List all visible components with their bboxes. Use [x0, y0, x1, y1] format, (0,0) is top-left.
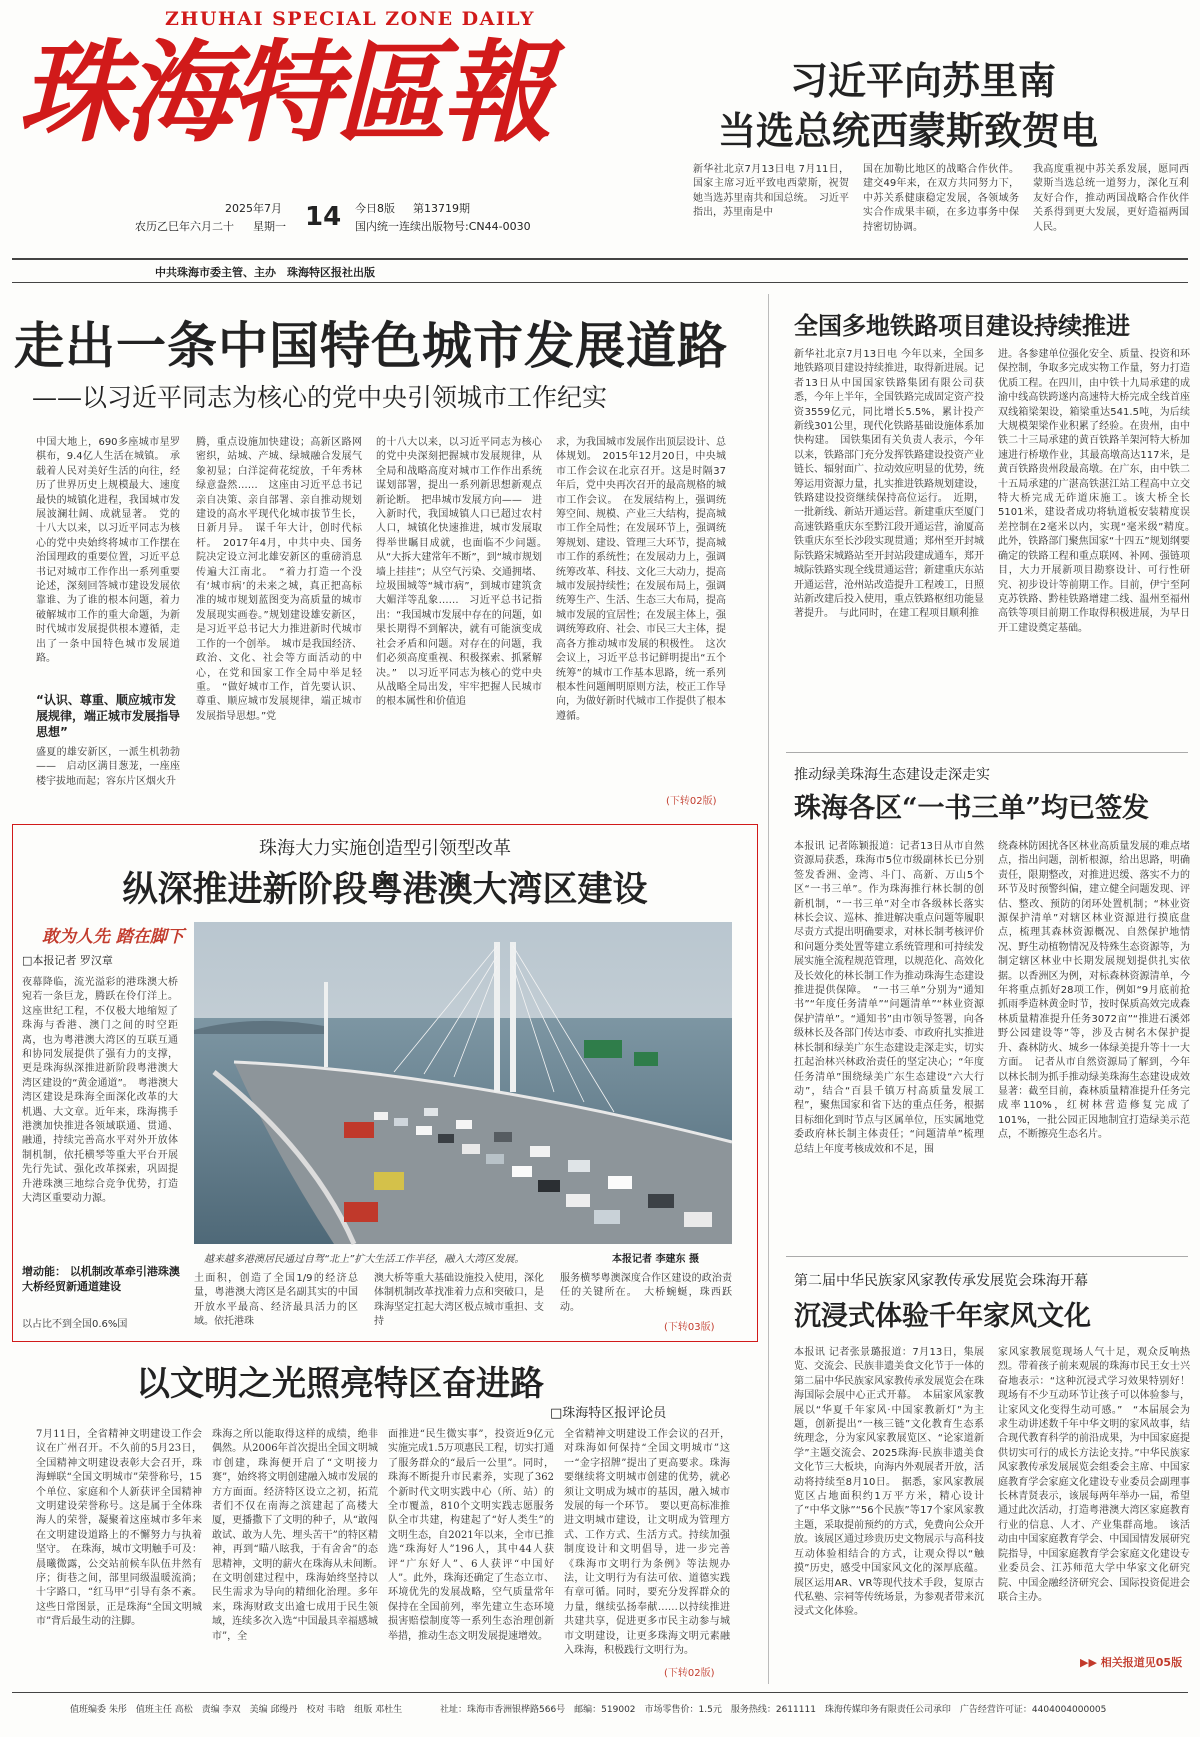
- gba-byline: □本报记者 罗汉章: [22, 954, 113, 967]
- gba-subhead-text: 以机制改革牵引港珠澳大桥经贸新通道建设: [22, 1265, 180, 1293]
- date-year-month: 2025年7月: [225, 202, 282, 215]
- rail-bottom-rule: [786, 752, 1188, 753]
- issue-pages: 今日8版: [355, 202, 395, 215]
- date-block: [135, 200, 535, 250]
- footer-address: 社址：珠海市香洲银桦路566号 邮编：519002 市场零售价：1.5元 服务热线：2611111 珠海传媒印务有限责任公司承印 广告经营许可证：4404004000005: [440, 1705, 1107, 1715]
- top-story-title-2[interactable]: 当选总统西蒙斯致贺电: [718, 108, 1099, 153]
- culture-related-text: 相关报道见05版: [1100, 1656, 1183, 1669]
- editorial-col3: 面推进“民生微实事”，投资近9亿元实施完成1.5万项惠民工程，切实打通了服务群众的“最后一公里”。同时，珠海不断提升市民素养，实现了362个新时代文明实践中心（所、站）的全市覆盖，810个文明实践志愿服务队全市共建，构建起了“好人类生”的文明生态，自2021年以来，全市已推选“珠海好人”196人，其中44人获评“广东好人”、6人获评“中国好人”。此外，珠海还确定了生态立市、环境优先的发展战略，空气质量常年保持在全国前列，率先建立生态环境损害赔偿制度等一系列生态治理创新举措，推动生态文明发展提速增效。: [388, 1429, 554, 1642]
- culture-col2: 家风家教展览现场人气十足，观众反响热烈。带着孩子前来观展的珠海市民王女士兴奋地表示：“这种沉浸式学习效果特别好！现场有不少互动环节让孩子可以体验参与，让家风文化变得生动可感。” “本届展会为求生动讲述数千年中华文明的家风故事，结合现代教育科学的前沿成果，为中国家庭提供切实可行的成长方法论支持。”中华民族家风家教传承发展展览会组委会主席、中国家庭教育学会家庭文化建设专业委员会副理事长林青贤表示，该展每两年举办一届，希望通过此次活动，打造粤港澳大湾区家庭教育行业的信息、人才、产业集群高地。 该活动由中国家庭教育学会、中国国情发展研究院指导，中国家庭教育学会家庭文化建设专业委员会、江苏师范大学中华家文化研究院、中国金融经济研究会、国际投资促进会联合主办。: [998, 1347, 1190, 1603]
- lead-subtitle: ——以习近平同志为核心的党中央引领城市工作纪实: [32, 383, 608, 412]
- lead-col3: 的十八大以来，以习近平同志为核心的党中央深刻把握城市发展规律，从全局和战略高度对城市工作作出系统谋划部署，提出一系列新思想新观点新论断。 把串城市发展方向—— 进入新时代，我国城镇人口已超过农村人口，城镇化快速推进，城市发展取得举世瞩目成就，也面临不少问题。 从“大拆大建常年不断”，到“城市规划墙上挂挂”；从空气污染、交通拥堵、垃圾围城等“城市病”，到城市建筑贪大媚洋等乱象…… 习近平总书记指出：“我国城市发展中存在的问题，如果长期得不到解决，就有可能演变成社会矛盾和问题。对存在的问题，我们必须高度重视、积极探索、抓紧解决。” 以习近平同志为核心的党中央从战略全局出发，牢牢把握人民城市的根本属性和价值追: [376, 437, 552, 708]
- footer-rule: [12, 1692, 1188, 1693]
- gba-title[interactable]: 纵深推进新阶段粤港澳大湾区建设: [122, 869, 648, 910]
- gba-kicker: 珠海大力实施创造型引领型改革: [259, 838, 511, 859]
- gba-photo: [194, 922, 732, 1244]
- culture-title[interactable]: 沉浸式体验千年家风文化: [794, 1301, 1091, 1332]
- rail-title[interactable]: 全国多地铁路项目建设持续推进: [794, 311, 1130, 340]
- date-weekday: 星期一: [253, 220, 286, 233]
- lead-col2: 腾，重点设施加快建设；高新区路网密织，站城、产城、绿城融合发展气象初显；白洋淀荷花绽放，千年秀林绿意盎然…… 这座由习近平总书记亲自决策、亲自部署、亲自推动规划建设的高水平现代化城市拔节生长，日新月异。 谋千年大计，创时代标杆。 2017年4月，中共中央、国务院决定设立河北雄安新区的重磅消息传遍大江南北。 “着力打造一个没有‘城市病’的未来之城，真正把高标准的城市规划蓝图变为高质量的城市发展现实画卷。”规划建设雄安新区，是习近平总书记大力推进新时代城市工作的一个创举。 城市是我国经济、政治、文化、社会等方面活动的中心，在党和国家工作全局中举足轻重。 “做好城市工作，首先要认识、尊重、顺应城市发展规律，端正城市发展指导思想。”党: [196, 437, 362, 722]
- bridge-traffic-photo: [194, 922, 732, 1244]
- ecology-col2: 绕森林防困扰各区林业高质量发展的难点堵点，指出问题，剖析根源，给出思路，明确责任，限期整改，对推进迟缓、落实不力的环节及时预警纠偏，建立健全问题发现、评估、整改、预防的闭环处置机制；“林业资源保护清单”对辖区林业资源进行摸底盘点，梳理其森林资源概况、自然保护地情况、野生动植物情况及特殊生态资源等，为制定辖区林业中长期发展规划提供扎实依据。以香洲区为例，对标森林资源清单，今年将重点抓好28项工作，例如“9月底前抢抓雨季造林黄金时节，按时保质高效完成森林质量精准提升任务3072亩”“推进石溪郊野公园建设等”等，涉及古树名木保护提升、森林防火、城乡一体绿美提升等十一大方面。 记者从市自然资源局了解到，今年以林长制为抓手推动绿美珠海生态建设成效显著：截至目前，森林质量精准提升任务完成率110%，红树林营造修复完成了101%，一批公园正因地制宜打造绿美示范点，不断擦亮生态名片。: [998, 841, 1190, 1141]
- editorial-byline: □珠海特区报评论员: [550, 1406, 667, 1421]
- gba-bottom-col1: 土面积，创造了全国1/9的经济总量，粤港澳大湾区是名副其实的中国开放水平最高、经济最具活力的区域。依托港珠: [194, 1273, 358, 1328]
- editorial-col4: 全省精神文明建设工作会议的召开，对珠海如何保持“全国文明城市”这一“金字招牌”提出了更高要求。珠海要继续将文明城市创建的优势，就必须让文明成为城市的基因，融入城市发展的每一个环节。 要以更高标准推进文明城市建设，让文明成为管理方式、工作方式、生活方式。持续加强制度设计和文明倡导，进一步完善《珠海市文明行为条例》等法规办法，让文明行为有法可依、道德实践有章可循。同时，要充分发挥群众的力量，继续弘扬奉献……以持续推进共建共享，促进更多市民主动参与城市文明建设，让更多珠海文明元素融入珠海，积极践行文明行为。: [564, 1429, 730, 1657]
- lead-continued: (下转02版): [666, 796, 717, 807]
- top-story-col3: 我高度重视中苏关系发展，愿同西蒙斯当选总统一道努力，深化互利友好合作，推动两国战略合作伙伴关系得到更大发展，更好造福两国人民。: [1033, 164, 1189, 233]
- masthead-english: ZHUHAI SPECIAL ZONE DAILY: [165, 8, 535, 30]
- rail-col1: 新华社北京7月13日电 今年以来，全国多地铁路项目建设持续推进，取得新进展。记者13日从中国国家铁路集团有限公司获悉，今年上半年，全国铁路完成固定资产投资3559亿元，同比增长5.5%，累计投产新线301公里，现代化铁路基础设施体系加快构建。 国铁集团有关负责人表示，今年以来，铁路部门充分发挥铁路建设投资产业链长、辐射面广、拉动效应明显的优势，统筹运用资源力量，扎实推进铁路规划建设，铁路建设投资继续保持高位运行。 近期，一批新线、新站开通运营。新建重庆至厦门高速铁路重庆东至黔江段开通运营，渝厦高铁重庆东至长沙段实现贯通；郑州至开封城际铁路宋城路站至开封站段建成通车，郑开城际铁路实现全线贯通运营；新建重庆东站开通运营，沧州站改造提升工程竣工，日照站新改建后投入使用，重点铁路枢纽功能显著提升。 与此同时，在建工程项目顺利推: [794, 349, 984, 620]
- top-story-title-1[interactable]: 习近平向苏里南: [790, 58, 1057, 103]
- gba-bottom-col2: 澳大桥等重大基础设施投入使用，深化体制机制改革找准着力点和突破口，是珠海坚定扛起大湾区极点城市重担、支持: [374, 1273, 544, 1328]
- gba-left-tail: 以占比不到全国0.6%国: [22, 1319, 128, 1330]
- lead-col4: 求，为我国城市发展作出顶层设计、总体规划。 2015年12月20日，中央城市工作会议在北京召开。这是时隔37年后，党中央再次召开的最高规格的城市工作会议。 在发展结构上，强调统筹空间、规模、产业三大结构，提高城市工作全局性；在发展环节上，强调统筹规划、建设、管理三大环节，提高城市工作的系统性；在发展动力上，强调统筹改革、科技、文化三大动力，提高城市发展持续性；在发展布局上，强调统筹生产、生活、生态三大布局，提高城市发展的宜居性；在发展主体上，强调统筹政府、社会、市民三大主体，提高各方推动城市发展的积极性。 这次会议上，习近平总书记鲜明提出“五个统筹”的城市工作基本思路，统一系列根本性问题阐明原则方法，校正工作导向，为做好新时代城市工作提供了根本遵循。: [556, 437, 726, 722]
- date-day: 14: [305, 202, 342, 232]
- sponsor-rule: [12, 282, 1188, 283]
- arrow-right-icon: ▶▶: [1080, 1656, 1097, 1669]
- culture-related-link[interactable]: [1080, 1654, 1182, 1670]
- masthead-logo: 珠海特區報: [18, 28, 548, 157]
- gba-continued: (下转03版): [664, 1322, 715, 1333]
- lead-title[interactable]: 走出一条中国特色城市发展道路: [14, 316, 728, 375]
- footer-staff: 值班编委 朱彤 值班主任 高松 责编 李双 美编 邱缦丹 校对 韦晗 组版 邓杜生: [70, 1705, 403, 1715]
- editorial-col2: 珠海之所以能取得这样的成绩，绝非偶然。从2006年首次提出全国文明城市创建，珠海便开启了“文明接力赛”，始终将文明创建融入城市发展的方方面面。经济特区设立之初，拓荒者们不仅在南海之滨建起了高楼大厦，更播撒下了文明的种子，从“敢闯敢试、敢为人先、埋头苦干”的特区精神，再到“瞄八眩我，于有舍舍”的态思精神，文明的薪火在珠海从未间断。 在文明创建过程中，珠海始终坚持以民生需求为导向的精细化治理。多年来，珠海财政支出逾七成用于民生领域，连续多次入选“中国最具幸福感城市”，全: [212, 1429, 388, 1642]
- lead-col1-head: “认识、尊重、顺应城市发展规律，端正城市发展指导思想”: [36, 693, 181, 739]
- top-story-col1: 新华社北京7月13日电 7月11日，国家主席习近平致电西蒙斯，祝贺她当选苏里南共和国总统。 习近平指出，苏里南是中: [693, 164, 849, 219]
- gba-photo-credit: 本报记者 李建东 摄: [612, 1254, 699, 1265]
- editorial-title[interactable]: 以文明之光照亮特区奋进路: [136, 1364, 544, 1404]
- gba-left-text: 夜幕降临，流光溢彩的港珠澳大桥宛若一条巨龙，腾跃在伶仃洋上。这座世纪工程，不仅极大地缩短了珠海与香港、澳门之间的时空距离，也为粤港澳大湾区的互联互通和协同发展提供了强有力的支撑，更是珠海纵深推进新阶段粤港澳大湾区建设的“黄金通道”。 粤港澳大湾区建设是珠海全面深化改革的大机遇、大文章。近年来，珠海携手港澳加快推进各领域联通、贯通、融通，持续完善高水平对外开放体制机制，依托横琴等重大平台开展先行先试、强化改革探索，巩固提升港珠澳三地综合竞争优势，打造大湾区重要动力源。: [22, 977, 178, 1205]
- gba-subhead-label: 增动能：: [22, 1265, 66, 1278]
- culture-col1: 本报讯 记者张景璐报道：7月13日，集展览、交流会、民族非遗美食文化节于一体的第二届中华民族家风家教传承发展览会在珠海国际会展中心正式开幕。 本届家风家教展以“华夏千年家风·中国家教新灯”为主题，创新提出“一核三链”文化教育生态系统理念，分为家风家教展览区、“论家道新学”主题交流会、2025珠海·民族非遗美食文化节三大板块，向海内外观展者开放，活动将持续至8月10日。 据悉，家风家教展览区占地面积约1万平方米，精心设计了“中华文脉”“56个民族”等17个家风家教主题，采取提前预约的方式，免费向公众开放。该展区通过珍贵历史文物展示与高科技互动体验相结合的方式，让观众得以“触摸”历史，感受中国家风文化的深厚底蕴。展区运用AR、VR等现代技术手段，复原古代私塾、宗祠等传统场景，为参观者带来沉浸式文化体验。: [794, 1347, 984, 1618]
- issue-cn: 国内统一连续出版物号:CN44-0030: [355, 220, 531, 233]
- rail-col2: 进。各参建单位强化安全、质量、投资和环保控制，争取多完成实物工作量，努力打造优质工程。在四川，由中铁十九局承建的成渝中线高铁跨遂内高速特大桥完成全线首座双线箱梁架设，箱梁重达541.5吨，为后续大规模架梁作业积累了经验。在贵州，由中铁二十三局承建的黄百铁路羊架河特大桥加速进行桥墩作业，其最高墩高达117米，是黄百铁路贵州段最高墩。在广东，由中铁二十五局承建的广湛高铁湛江站工程高中立交特大桥完成无砟道床施工。该大桥全长5101米，建设者成功将轨道板安装精度误差控制在2毫米以内，实现“毫米级”精度。 此外，铁路部门聚焦国家“十四五”规划纲要确定的铁路工程和重点联网、补网、强链项目，大力开展新项目勘察设计、可行性研究、初步设计等前期工作。目前，伊宁至阿克苏铁路、黔桂铁路增建二线、温州至福州高铁等项目前期工作取得积极进展，为早日开工建设奠定基础。: [998, 349, 1200, 634]
- editorial-col1: 7月11日，全省精神文明建设工作会议在广州召开。不久前的5月23日，全国精神文明建设表彰大会召开，珠海蝉联“全国文明城市”荣誉称号，15个单位、家庭和个人新获评全国精神文明建设荣誉称号。这是属于全体珠海人的荣誉，凝聚着这座城市多年来在文明建设道路上的不懈努力与执着坚守。 在珠海，城市文明触手可及：晨曦微露，公交站前候车队伍井然有序；街巷之间，部里同级温暖流淌；十字路口，“红马甲”引导有条不紊。这些日常图景，正是珠海“全国文明城市”背后最生动的注脚。: [36, 1429, 202, 1628]
- masthead-rule: [12, 258, 1188, 260]
- lead-col1: 中国大地上，690多座城市星罗棋布，9.4亿人生活在城镇。 承载着人民对美好生活的向往，经历了世界历史上规模最大、速度最快的城镇化进程，我国城市发展波澜壮阔、成就显著。 党的十八大以来，以习近平同志为核心的党中央始终将城市工作摆在治国理政的重要位置，习近平总书记对城市工作作出一系列重要论述，深刻回答城市建设发展依靠谁、为了谁的根本问题，着力破解城市工作的重大命题，为新时代城市发展提供根本遵循，走出了一条中国特色城市发展道路。: [36, 437, 180, 665]
- gba-series-tag: 敢为人先 踏在脚下: [42, 927, 184, 947]
- ecology-kicker: 推动绿美珠海生态建设走深走实: [794, 767, 990, 783]
- sponsor-line: 中共珠海市委主管、主办 珠海特区报社出版: [155, 266, 375, 279]
- ecology-title[interactable]: 珠海各区“一书三单”均已签发: [794, 793, 1150, 824]
- date-lunar: 农历乙巳年六月二十: [135, 220, 234, 233]
- gba-subhead: [22, 1264, 182, 1294]
- lead-col1b: 盛夏的雄安新区，一派生机勃勃—— 启动区满目葱茏，一座座楼宇拔地而起；容东片区烟火升: [36, 747, 180, 787]
- ecology-col1: 本报讯 记者陈颖报道：记者13日从市自然资源局获悉，珠海市5位市级副林长已分别签发香洲、金湾、斗门、高新、万山5个区“一书三单”。作为珠海推行林长制的创新机制，“一书三单”对全市各级林长落实林长会议、巡林、推进解决重点问题等履职尽责方式提出明确要求，对林长制考核评价和问题分类处置等建立系统管理和可持续发展实施全流程规范管理，以规范化、高效化及长效化的林长制工作为推动珠海生态建设推进提供保障。 “一书三单”分别为“通知书”“年度任务清单”“问题清单”“林业资源保护清单”。“通知书”由市领导签署，向各级林长及各部门传达市委、市政府扎实推进林长制和绿美广东生态建设走深走实，切实扛起治林兴林政治责任的坚定决心；“年度任务清单”围绕绿美广东生态建设“六大行动”，结合“百县千镇万村高质量发展工程”，聚焦国家和省下达的重点任务，根据目标细化到时节点与区属单位，压实属地党委政府林长制主体责任；“问题清单”梳理总结上年度考核成效和不足，围: [794, 841, 984, 1155]
- gba-photo-caption: 越来越多港澳居民通过自驾“北上”扩大生活工作半径，融入大湾区发展。: [204, 1254, 525, 1265]
- ecology-bottom-rule: [786, 1256, 1188, 1257]
- top-story-col2: 国在加勒比地区的战略合作伙伴。建交49年来，在双方共同努力下，中苏关系健康稳定发展，各领域务实合作成果丰硕，在多边事务中保持密切协调。: [863, 164, 1019, 233]
- editorial-continued: (下转02版): [664, 1668, 715, 1679]
- column-divider-right: [768, 294, 769, 1684]
- gba-bottom-col3: 服务横琴粤澳深度合作区建设的政治责任的关键所在。 大桥蜿蜒，珠西跃动。: [560, 1273, 732, 1313]
- issue-number: 第13719期: [413, 202, 470, 215]
- culture-kicker: 第二届中华民族家风家教传承发展览会珠海开幕: [794, 1273, 1088, 1289]
